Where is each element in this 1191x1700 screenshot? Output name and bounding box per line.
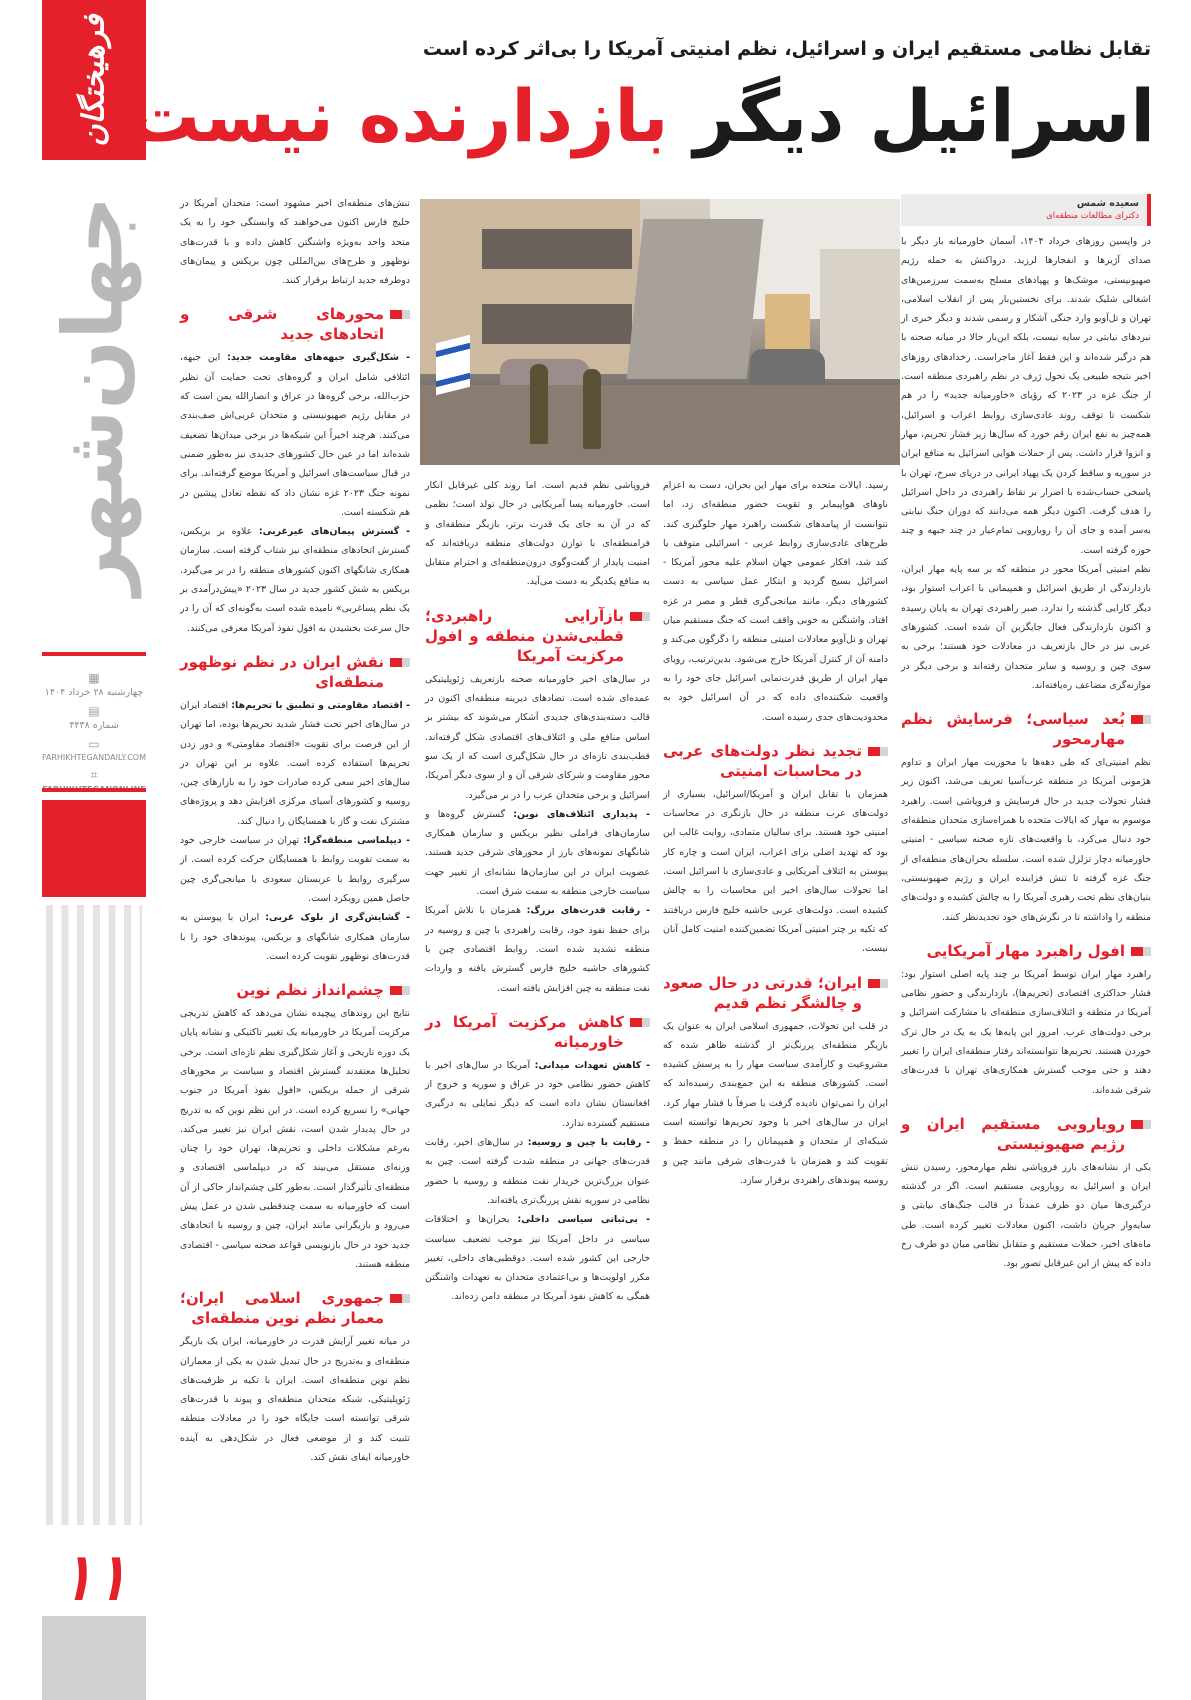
flag-icon	[436, 335, 470, 395]
paragraph: تنش‌های منطقه‌ای اخیر مشهود است: متحدان آمریکا در خلیج فارس اکنون می‌خواهند که وابستگی خود را به یک متحد واحد به‌ویژه واشنگتن کاهش داده و با قدرت‌های نوظهور و طرح‌های بین‌المللی چون بریکس و پیمان‌های دوطرفه جدید ارتباط برقرار کنند.	[180, 198, 410, 287]
subheading: جمهوری اسلامی ایران؛ معمار نظم نوین منطقه‌ای	[180, 1288, 410, 1328]
article-column-4	[180, 194, 410, 1467]
subheading: افول راهبرد مهار آمریکایی	[901, 941, 1151, 961]
article-column-1	[901, 194, 1151, 1274]
subheading: بُعد سیاسی؛ فرسایش نظم مهارمحور	[901, 709, 1151, 749]
paragraph: همزمان با تقابل ایران و آمریکا/اسرائیل، بسیاری از دولت‌های عرب منطقه در حال بازنگری در محاسبات امنیتی خود هستند. برای سالیان متمادی، روایت غالب این بود که تهدید اصلی برای اعراب، ایران است و چاره کار پیوستن به ائتلاف آمریکایی و عادی‌سازی با اسرائیل است. اما تحولات سال‌های اخیر این محاسبات را به چالش کشیده است. دولت‌های عربی حاشیه خلیج فارس دریافتند که تکیه بر چتر امنیتی آمریکا تضمین‌کننده امنیت کامل آنان نیست.	[663, 788, 888, 955]
photo-building	[820, 249, 900, 379]
article-column-2	[663, 476, 888, 1190]
issue-date: چهارشنبه ۲۸ خرداد ۱۴۰۴	[44, 687, 144, 698]
web-icon: ▭	[88, 737, 100, 751]
subheading-marker-icon	[1131, 1120, 1151, 1129]
paragraph: - اقتصاد مقاومتی و تطبیق با تحریم‌ها: اقتصاد ایران در سال‌های اخیر تحت فشار شدید تحریم‌ها بوده، اما تهران از این فرصت برای تقویت «اقتصاد مقاومتی» و دور زدن تحریم‌ها استفاده کرده است. علاوه بر این تهران در سال‌های اخیر سعی کرده صادرات خود را به بازارهای چین، روسیه و کشورهای آسیای مرکزی افزایش دهد و پروژه‌های مشترک نفت و گاز با همسایگان را دنبال کند.	[180, 699, 410, 827]
paragraph: راهبرد مهار ایران توسط آمریکا بر چند پایه اصلی استوار بود: فشار حداکثری اقتصادی (تحریم‌ها)، بازدارندگی و حضور نظامی آمریکا در منطقه و ائتلاف‌سازی منطقه‌ای با مشارکت اسرائیل و برخی دولت‌های عرب. امروز این پایه‌ها یک به یک در حال ترک خوردن هستند. تحریم‌ها نتوانسته‌اند رفتار منطقه‌ای ایران را تغییر دهند و حتی موجب گسترش همکاری‌های تهران با قدرت‌های شرقی شده‌اند.	[901, 968, 1151, 1096]
paragraph: فروپاشی نظم قدیم است. اما روند کلی غیرقابل انکار است. خاورمیانه پسا آمریکایی در حال تولد است؛ نظمی که در آن به جای یک قدرت برتر، بازیگر منطقه‌ای و فرامنطقه‌ای با توازن دولت‌های منطقه دریافته‌اند که امنیت پایدار از گفت‌وگوی درون‌منطقه‌ای و احترام متقابل به منافع یکدیگر به دست می‌آید.	[425, 480, 650, 588]
subheading-marker-icon	[868, 979, 888, 988]
article-headline	[127, 74, 1155, 158]
subheading-marker-icon	[1131, 715, 1151, 724]
website-link[interactable]: FARHIKHTEGANDAILY.COM	[42, 753, 146, 762]
subheading: محورهای شرقی و اتحادهای جدید	[180, 304, 410, 344]
photo-building	[627, 219, 764, 379]
paragraph: - کاهش تعهدات میدانی: آمریکا در سال‌های اخیر با کاهش حضور نظامی خود در عراق و سوریه و خروج از افغانستان نشان داده است که دیگر تمایلی به درگیری مستقیم گسترده ندارد.	[425, 1059, 650, 1129]
logo-text: فرهیختگان	[76, 14, 112, 146]
social-icon: ⌗	[90, 768, 98, 782]
issue-icon: ▤	[88, 704, 100, 718]
author-name: سعیده شمس	[1076, 198, 1139, 209]
paragraph: - پدیداری ائتلاف‌های نوین: گسترش گروه‌ها و سازمان‌های فراملی نظیر بریکس و سازمان همکاری شانگهای نمونه‌های بارز از محورهای شرقی جدید هستند. عضویت ایران در این سازمان‌ها نشانه‌ای از تغییر جهت سیاست خارجی منطقه به سمت شرق است.	[425, 808, 650, 898]
divider	[42, 788, 146, 792]
paragraph: - دیپلماسی منطقه‌گرا: تهران در سیاست خارجی خود به سمت تقویت روابط با همسایگان حرکت کرده است. از سرگیری روابط با عربستان سعودی با میانجی‌گری چین حاصل همین رویکرد است.	[180, 835, 411, 904]
paragraph: یکی از نشانه‌های بارز فروپاشی نظم مهارمحور، رسیدن تنش ایران و اسرائیل به رویارویی مستقیم است. اگر در گذشته درگیری‌ها میان دو طرف عمدتاً در قالب جنگ‌های نیابتی و سایه‌وار جریان داشت، اکنون معادلات تغییر کرده است. طی ماه‌های اخیر، حملات مستقیم و متقابل نظامی میان دو طرف رخ داده که پیش از این غیرقابل تصور بود.	[901, 1161, 1151, 1270]
paragraph: نظم امنیتی آمریکا محور در منطقه که بر سه پایه مهار ایران، بازدارندگی از طریق اسرائیل و همپیمانی با اعراب استوار بود، دیگر کارایی گذشته را ندارد. صبر راهبردی تهران به پایان رسیده و اکنون بازدارندگی فعال جایگزین آن شده است. کشورهای عربی نیز در حال بازتعریف در معادلات خود هستند؛ برخی به سوی چین و روسیه و سایر متحدان رفته‌اند و برخی دیگر در موازنه‌گری مضاعف ره‌یافته‌اند.	[901, 564, 1151, 691]
decorative-red-block	[42, 800, 146, 897]
article-column-3	[425, 476, 650, 1307]
subheading: چشم‌انداز نظم نوین	[180, 980, 410, 1000]
photo-soldier	[530, 364, 548, 444]
issue-number: شماره ۴۴۳۸	[69, 720, 119, 731]
paragraph: - گشایش‌گری از بلوک غربی: ایران با پیوستن به سازمان همکاری شانگهای و بریکس، پیوندهای خود را با قدرت‌های نوظهور تقویت کرده است.	[180, 912, 410, 962]
divider	[42, 652, 146, 656]
issue-meta	[42, 665, 146, 794]
calendar-icon: ▦	[88, 671, 100, 685]
subheading-marker-icon	[1131, 947, 1151, 956]
article-photo[interactable]	[420, 199, 900, 465]
left-rail	[42, 0, 146, 1700]
paragraph: در سال‌های اخیر خاورمیانه صحنه بازتعریف ژئوپلیتیکی عمده‌ای شده است. تضادهای دیرینه منطقه‌ای اکنون در قالب دسته‌بندی‌های جدیدی آشکار می‌شوند که بیشتر بر اساس منافع ملی و ائتلاف‌های اقتصادی شکل گرفته‌اند. قطب‌بندی تازه‌ای در حال شکل‌گیری است که از یک سو محور مقاومت و شرکای شرقی آن و از سوی دیگر آمریکا، اسرائیل و برخی متحدان عرب را در بر می‌گیرد.	[425, 673, 650, 801]
paragraph: رسید. ایالات متحده برای مهار این بحران، دست به اعزام ناوهای هواپیمابر و تقویت حضور منطقه‌ای زد، اما نتوانست از پیامدهای شکست راهبرد مهار جلوگیری کند. طرح‌های عادی‌سازی روابط عربی - اسرائیلی متوقف یا کند شد، افکار عمومی جهان اسلام علیه محور آمریکا - اسرائیل بسیج گردید و ابتکار عمل سیاسی به دست کشورهای دیگر، مانند میانجی‌گری قطر و مصر در غزه افتاد. واشنگتن به خوبی واقف است که جنگ مستقیم میان تهران و تل‌آویو معادلات امنیتی منطقه را دگرگون می‌کند و دامنه آن از کنترل آمریکا خارج می‌شود. بدین‌ترتیب، رویای مهار ایران از طریق قدرت‌نمایی اسرائیل جای خود را به واقعیت شکننده‌ای داده که در آن اسرائیل خود به محدودیت‌های جدی رسیده است.	[663, 480, 888, 723]
paragraph: - رقابت قدرت‌های بزرگ: همزمان با تلاش آمریکا برای حفظ نفوذ خود، رقابت راهبردی با چین و روسیه در منطقه تشدید شده است. روابط اقتصادی چین با کشورهای حاشیه خلیج فارس گسترش یافته و واردات نفت منطقه به چین افزایش یافته است.	[425, 905, 651, 994]
decorative-gray-block	[42, 1616, 146, 1700]
subheading-marker-icon	[630, 1018, 650, 1027]
subheading-marker-icon	[390, 658, 410, 667]
subheading-marker-icon	[630, 612, 650, 621]
photo-soldier	[583, 369, 601, 449]
subheading-marker-icon	[390, 986, 410, 995]
subheading: بازآرایی راهبردی؛ قطبی‌شدن منطقه و افول مرکزیت آمریکا	[425, 606, 650, 666]
paragraph: نتایج این روندهای پیچیده نشان می‌دهد که کاهش تدریجی مرکزیت آمریکا در خاورمیانه یک تغییر تاکتیکی و نشانه پایان یک دوره تاریخی و آغاز شکل‌گیری نظم تازه‌ای است. برخی تحلیل‌ها معتقدند گسترش اقتصاد و سیاست بر محورهای شرقی از جمله بریکس، «افول نفوذ آمریکا در جنوب جهانی» را تسریع کرده است. در این نظم نوین که به تدریج در حال پدیدار شدن است، نقش ایران نیز تغییر می‌کند. به‌رغم مشکلات داخلی و تحریم‌ها، تهران خود را چنان وزنه‌ای مستقل می‌بیند که در دیپلماسی اقتصادی و منطقه‌ای تأثیرگذار است. به‌طور کلی چشم‌انداز حاکی از آن است که خاورمیانه به سمت چندقطبی شدن در عمل پیش می‌رود و بازیگرانی مانند ایران، چین و روسیه با اتحادهای جدید خود در حال بازنویسی قواعد صحنه سیاسی - اقتصادی منطقه هستند.	[180, 1008, 410, 1270]
photo-car	[750, 349, 825, 389]
article-kicker: تقابل نظامی مستقیم ایران و اسرائیل، نظم امنیتی آمریکا را بی‌اثر کرده است	[422, 38, 1151, 60]
subheading-marker-icon	[390, 1294, 410, 1303]
paragraph: نظم امنیتی‌ای که طی دهه‌ها با محوریت مهار ایران و تداوم هژمونی آمریکا در منطقه غرب‌آسیا تعریف می‌شد، اکنون زیر فشار تحولات جدید در حال فرسایش و فروپاشی است. راهبرد موسوم به مهار که ایالات متحده با همراه‌سازی متحدان منطقه‌ای خود دنبال می‌کرد، با واقعیت‌های تازه صحنه سیاسی - امنیتی خاورمیانه دچار تزلزل شده است. سلسله بحران‌های منطقه‌ای از جنگ غزه گرفته تا تنش فزاینده ایران و رژیم صهیونیستی، بنیان‌های نظم تحت رهبری آمریکا را به چالش کشیده و دولت‌های منطقه را واداشته تا در نگرش‌های خود تجدیدنظر کنند.	[901, 757, 1151, 923]
subheading-marker-icon	[390, 310, 410, 319]
page-number: ۱۱	[59, 1540, 129, 1615]
subheading: رویارویی مستقیم ایران و رژیم صهیونیستی	[901, 1114, 1151, 1154]
paragraph: در میانه تغییر آرایش قدرت در خاورمیانه، ایران یک بازیگر منطقه‌ای و به‌تدریج در حال تبدیل شدن به یکی از معماران نظم نوین منطقه‌ای است. ایران با تکیه بر ظرفیت‌های ژئوپلیتیکی، شبکه متحدان منطقه‌ای و پیوند با قدرت‌های شرقی توانسته است جایگاه خود را در معادلات منطقه تثبیت کند و از موضعی فعال در شکل‌دهی به آینده خاورمیانه ایفای نقش کند.	[180, 1336, 410, 1464]
decorative-grid	[46, 905, 142, 1525]
subheading-marker-icon	[868, 747, 888, 756]
photo-rubble	[420, 385, 900, 465]
subheading: تجدید نظر دولت‌های عربی در محاسبات امنیتی	[663, 741, 888, 781]
author-byline	[901, 194, 1151, 226]
paragraph: در قلب این تحولات، جمهوری اسلامی ایران به عنوان یک بازیگر منطقه‌ای پررنگ‌تر از گذشته ظاهر شده که مشروعیت و کارآمدی سیاست مهار را به پرسش کشیده است. کشورهای منطقه به این جمع‌بندی رسیده‌اند که ایران را نمی‌توان نادیده گرفت یا صرفاً با فشار مهار کرد. ایران در سال‌های اخیر با وجود تحریم‌ها توانسته است شبکه‌ای از متحدان و همپیمانان را در منطقه حفظ و تقویت کند و همزمان با قدرت‌های شرقی مانند چین و روسیه پیوندهای راهبردی برقرار سازد.	[663, 1020, 888, 1186]
paragraph: در واپسین روزهای خرداد ۱۴۰۴، آسمان خاورمیانه بار دیگر با صدای آژیرها و انفجارها لرزید. درواکنش به حمله رژیم صهیونیستی، موشک‌ها و پهپادهای مسلح به‌سمت سرزمین‌های اشغالی شلیک شدند. برای نخستین‌بار پس از انقلاب اسلامی، تهران و تل‌آویو وارد جنگی آشکار و رسمی شدند و دیگر خبری از نبردهای نیابتی در سایه نیست، بلکه این‌بار حالا در میانه صحنه با هم درگیر شده‌اند و این فقط آغاز ماجراست. رخدادهای روزهای اخیر نتیجه طبیعی یک تحول ژرف در نظم راهبردی منطقه است. از جنگ غزه در ۲۰۲۳ که رؤیای «خاورمیانه جدید» را در هم شکست تا توقف روند عادی‌سازی روابط اعراب و اسرائیل، همه‌چیز به نفع ایران رقم خورد که سال‌ها زیر فشار تحریم، مهار و انزوا قرار داشت. پس از حملات هوایی اسرائیل به منافع ایران در سوریه و ساقط کردن یک پهپاد ایرانی در دریای سرخ، تهران با پاسخی حساب‌شده با اصرار بر نقاط راهبردی در داخل اسرائیل را هدف گرفت. اکنون دیگر همه می‌دانند که دوران جنگ نیابتی به‌سر آمده و جای آن را رویارویی تمام‌عیار در چند جبهه و چند حوزه گرفته است.	[901, 236, 1151, 556]
headline-black-part: اسرائیل دیگر	[693, 74, 1155, 158]
section-title	[42, 175, 146, 615]
paragraph: - شکل‌گیری جبهه‌های مقاومت جدید: این جبهه، ائتلافی شامل ایران و گروه‌های تحت حمایت آن نظیر حزب‌الله، برخی گروه‌ها در عراق و انصارالله یمن است که در مقابل رژیم صهیونیستی و متحدان غربی‌اش صف‌بندی می‌کنند. هرچند اخیراً این شبکه‌ها در برخی میدان‌ها تضعیف شده‌اند اما در عین حال کشورهای جدیدی نیز به‌طور ضمنی در قبال سیاست‌های اسرائیل و آمریکا موضع گرفته‌اند. برای نمونه جنگ ۲۰۲۳ غزه نشان داد که نقطه تعادل پیشین در هم شکسته است.	[180, 352, 411, 518]
subheading: کاهش مرکزیت آمریکا در خاورمیانه	[425, 1012, 650, 1052]
paragraph: - رقابت با چین و روسیه: در سال‌های اخیر، رقابت قدرت‌های جهانی در منطقه شدت گرفته است. چین به عنوان بزرگ‌ترین خریدار نفت منطقه و روسیه با حضور نظامی در سوریه نقش پررنگ‌تری یافته‌اند.	[425, 1137, 650, 1206]
paragraph: - بی‌ثباتی سیاسی داخلی: بحران‌ها و اختلافات سیاسی در داخل آمریکا نیز موجب تضعیف سیاست خارجی این کشور شده است. دوقطبی‌های داخلی، تغییر مکرر اولویت‌ها و بی‌اعتمادی متحدان به تعهدات واشنگتن همگی به کاهش نفوذ آمریکا در منطقه دامن زده‌اند.	[425, 1214, 650, 1303]
subheading: نقش ایران در نظم نوظهور منطقه‌ای	[180, 652, 410, 692]
headline-red-part: بازدارنده نیست	[127, 74, 669, 158]
subheading: ایران؛ قدرتی در حال صعود و چالشگر نظم قدیم	[663, 973, 888, 1013]
paragraph: - گسترش پیمان‌های غیرغربی: علاوه بر بریکس، گسترش اتحادهای منطقه‌ای نیز شتاب گرفته است. سازمان همکاری شانگهای اکنون کشورهای منطقه را در بر می‌گیرد. بریکس به شش کشور جدید در سال ۲۰۲۳ «پیش‌درآمدی بر یک نظم پساغربی» نامیده شده است به‌گونه‌ای که آن را در حال سرعت بخشیدن به افول نفوذ آمریکا معرفی می‌کنند.	[180, 526, 410, 634]
section-title-text: جهان‌شهر	[46, 195, 142, 595]
author-role: دکترای مطالعات منطقه‌ای	[1046, 211, 1139, 221]
